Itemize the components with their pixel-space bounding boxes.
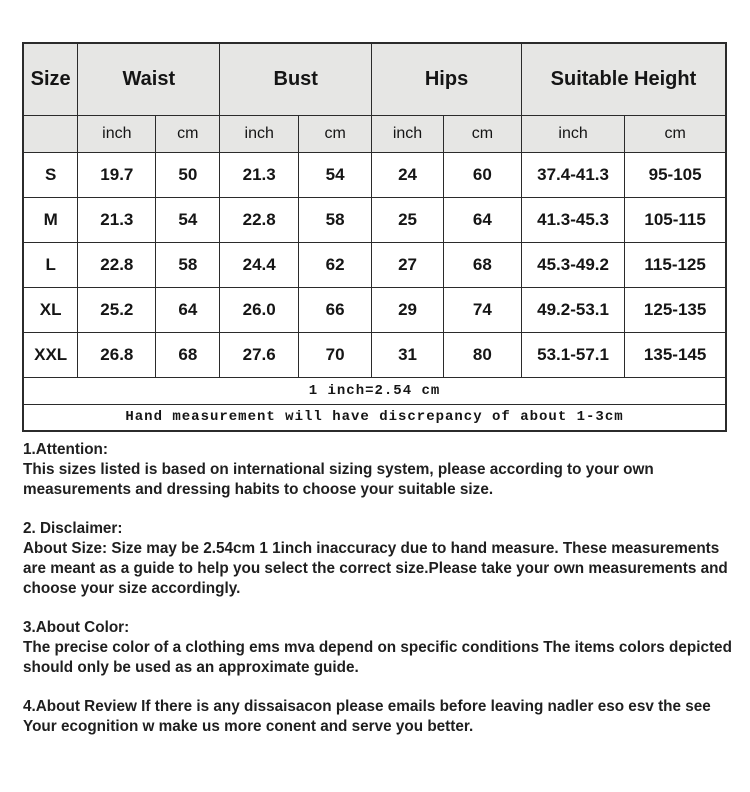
column-header-hips: Hips [372, 43, 522, 115]
measurement-cell: 37.4-41.3 [521, 152, 624, 197]
table-row-m [23, 197, 726, 242]
height-cm-header: cm [625, 115, 726, 152]
note-attention-body: This sizes listed is based on international sizing system, please according to your own measurements and dressing habits to choose your suitable size. [23, 461, 654, 499]
column-header-bust: Bust [220, 43, 372, 115]
note-disclaimer-heading: 2. Disclaimer: [23, 520, 123, 538]
measurement-cell: 26.0 [220, 287, 299, 332]
note-attention [23, 440, 735, 500]
units-empty-cell [23, 115, 78, 152]
waist-cm-header: cm [156, 115, 220, 152]
measurement-cell: 125-135 [625, 287, 726, 332]
note-about-review-body: 4.About Review If there is any dissaisacon please emails before leaving nadler eso esv the see Your ecognition w make us more conent and serve you better. [23, 698, 711, 736]
note-disclaimer-body: About Size: Size may be 2.54cm 1 1inch inaccuracy due to hand measure. These measurements are meant as a guide to help you select the correct size.Please take your own measurements and choose your size accordingly. [23, 540, 728, 598]
column-header-size: Size [23, 43, 78, 115]
note-about-color-heading: 3.About Color: [23, 619, 130, 637]
measurement-cell: 54 [156, 197, 220, 242]
hips-cm-header: cm [443, 115, 521, 152]
measurement-cell: 49.2-53.1 [521, 287, 624, 332]
measurement-cell: 21.3 [78, 197, 156, 242]
measurement-cell: 31 [372, 332, 444, 377]
measurement-cell: 27 [372, 242, 444, 287]
measurement-cell: 29 [372, 287, 444, 332]
table-row-xxl [23, 332, 726, 377]
measurement-cell: 66 [299, 287, 372, 332]
measurement-cell: 105-115 [625, 197, 726, 242]
column-header-waist: Waist [78, 43, 220, 115]
size-cell: XXL [23, 332, 78, 377]
size-cell: XL [23, 287, 78, 332]
measurement-cell: 25 [372, 197, 444, 242]
measurement-cell: 62 [299, 242, 372, 287]
measurement-cell: 135-145 [625, 332, 726, 377]
bust-cm-header: cm [299, 115, 372, 152]
table-row-s [23, 152, 726, 197]
measurement-cell: 25.2 [78, 287, 156, 332]
size-cell: L [23, 242, 78, 287]
measurement-cell: 26.8 [78, 332, 156, 377]
table-row-xl [23, 287, 726, 332]
footnote-row-discrepancy [23, 404, 726, 431]
measurement-cell: 95-105 [625, 152, 726, 197]
measurement-cell: 58 [299, 197, 372, 242]
measurement-cell: 24.4 [220, 242, 299, 287]
size-chart-table [22, 42, 727, 432]
measurement-cell: 60 [443, 152, 521, 197]
measurement-cell: 74 [443, 287, 521, 332]
hand-measurement-note: Hand measurement will have discrepancy of about 1-3cm [23, 404, 726, 431]
note-about-review [23, 697, 735, 737]
height-inch-header: inch [521, 115, 624, 152]
measurement-cell: 68 [443, 242, 521, 287]
measurement-cell: 115-125 [625, 242, 726, 287]
measurement-cell: 50 [156, 152, 220, 197]
size-chart-page [0, 42, 750, 792]
size-cell: M [23, 197, 78, 242]
waist-inch-header: inch [78, 115, 156, 152]
inch-conversion-note: 1 inch=2.54 cm [23, 377, 726, 404]
bust-inch-header: inch [220, 115, 299, 152]
hips-inch-header: inch [372, 115, 444, 152]
measurement-cell: 41.3-45.3 [521, 197, 624, 242]
measurement-cell: 24 [372, 152, 444, 197]
measurement-cell: 22.8 [78, 242, 156, 287]
measurement-cell: 54 [299, 152, 372, 197]
note-attention-heading: 1.Attention: [23, 441, 108, 458]
measurement-cell: 53.1-57.1 [521, 332, 624, 377]
note-disclaimer [23, 519, 735, 599]
measurement-cell: 27.6 [220, 332, 299, 377]
table-header-row [23, 43, 726, 115]
note-about-color-body: The precise color of a clothing ems mva depend on specific conditions The items colors depicted should only be used as an approximate guide. [23, 639, 732, 677]
measurement-cell: 80 [443, 332, 521, 377]
column-header-suitable-height: Suitable Height [521, 43, 726, 115]
measurement-cell: 58 [156, 242, 220, 287]
footnote-row-conversion [23, 377, 726, 404]
measurement-cell: 64 [443, 197, 521, 242]
measurement-cell: 64 [156, 287, 220, 332]
table-row-l [23, 242, 726, 287]
measurement-cell: 19.7 [78, 152, 156, 197]
measurement-cell: 68 [156, 332, 220, 377]
measurement-cell: 70 [299, 332, 372, 377]
units-row [23, 115, 726, 152]
measurement-cell: 22.8 [220, 197, 299, 242]
size-cell: S [23, 152, 78, 197]
notes-section [23, 440, 735, 737]
measurement-cell: 45.3-49.2 [521, 242, 624, 287]
note-about-color [23, 618, 735, 678]
measurement-cell: 21.3 [220, 152, 299, 197]
